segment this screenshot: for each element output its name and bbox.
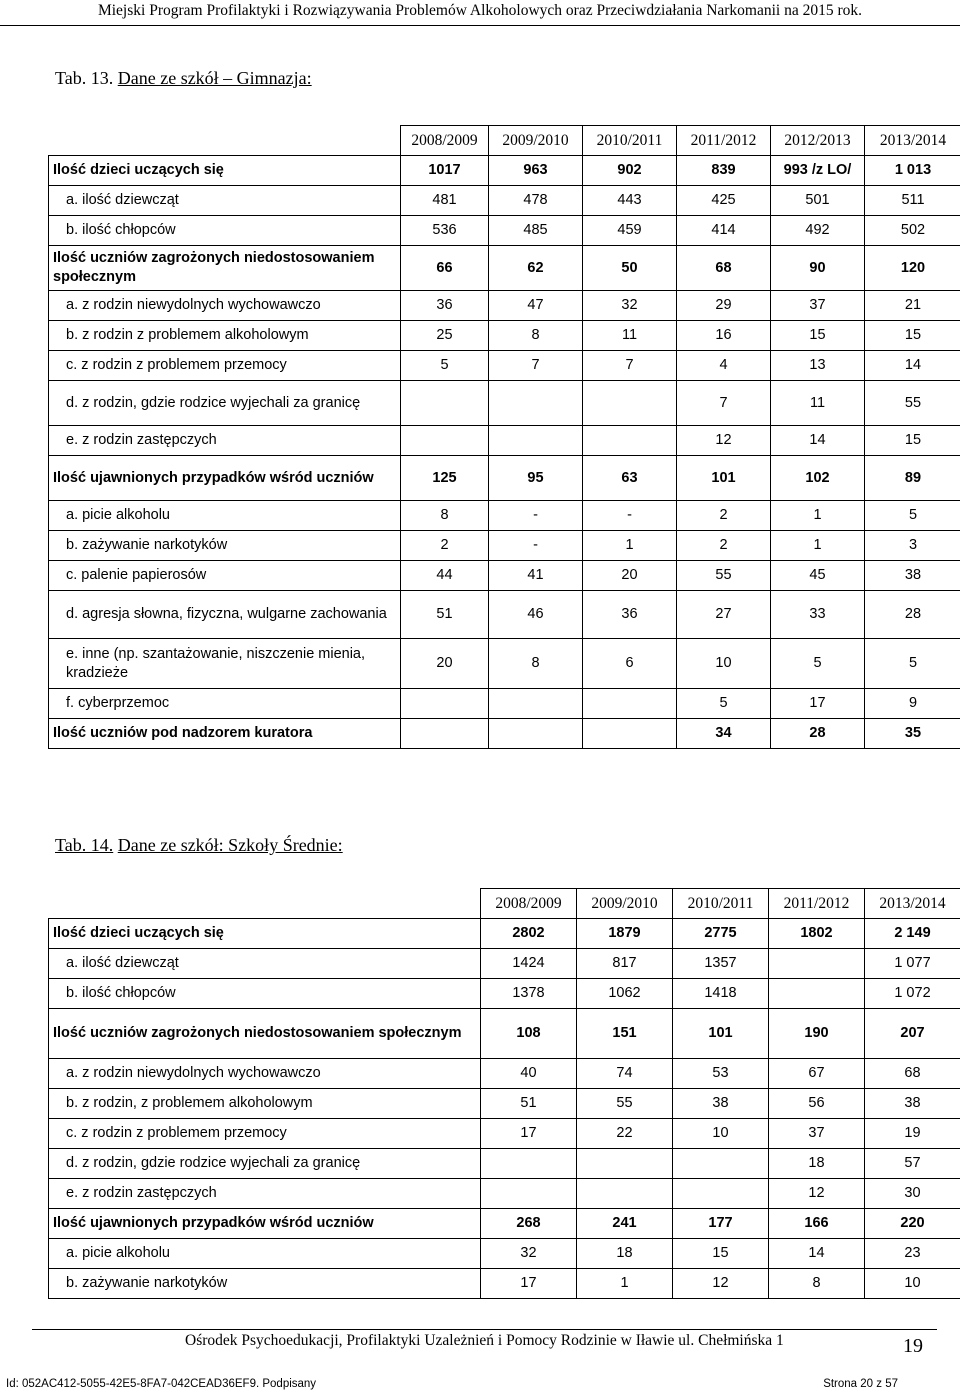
value-cell: 102: [771, 456, 865, 501]
value-cell: 89: [865, 456, 960, 501]
value-cell: 2: [401, 531, 489, 561]
value-cell: 9: [865, 689, 960, 719]
table-row: [49, 1089, 960, 1119]
value-cell: 37: [769, 1119, 865, 1149]
value-cell: [489, 381, 583, 426]
table-row: [49, 689, 960, 719]
value-cell: 839: [677, 156, 771, 186]
value-cell: 1378: [481, 979, 577, 1009]
row-label: a. picie alkoholu: [49, 1239, 481, 1269]
table-row: [49, 1009, 960, 1059]
value-cell: 478: [489, 186, 583, 216]
value-cell: [673, 1149, 769, 1179]
value-cell: 55: [577, 1089, 673, 1119]
table-14-szkoly-srednie: [48, 888, 960, 1299]
row-label: b. zażywanie narkotyków: [49, 531, 401, 561]
value-cell: 56: [769, 1089, 865, 1119]
year-header: 2013/2014: [865, 889, 960, 919]
value-cell: 37: [771, 291, 865, 321]
table-row: [49, 291, 960, 321]
value-cell: 963: [489, 156, 583, 186]
value-cell: 15: [673, 1239, 769, 1269]
table-row: [49, 246, 960, 291]
value-cell: 6: [583, 639, 677, 689]
value-cell: 51: [401, 591, 489, 639]
value-cell: [481, 1179, 577, 1209]
value-cell: 34: [677, 719, 771, 749]
year-header: 2008/2009: [481, 889, 577, 919]
table-13-caption: [55, 68, 312, 89]
value-cell: 15: [865, 426, 960, 456]
value-cell: [401, 719, 489, 749]
value-cell: [769, 949, 865, 979]
page-counter: Strona 20 z 57: [823, 1378, 898, 1390]
value-cell: 536: [401, 216, 489, 246]
value-cell: 47: [489, 291, 583, 321]
header-divider: [0, 25, 960, 26]
row-label: e. z rodzin zastępczych: [49, 426, 401, 456]
value-cell: 492: [771, 216, 865, 246]
value-cell: 5: [401, 351, 489, 381]
year-header: 2010/2011: [673, 889, 769, 919]
value-cell: 7: [677, 381, 771, 426]
value-cell: 501: [771, 186, 865, 216]
value-cell: 32: [481, 1239, 577, 1269]
page-header: Miejski Program Profilaktyki i Rozwiązywania Problemów Alkoholowych oraz Przeciwdziałania Narkomanii na 2015 rok.: [97, 2, 863, 19]
value-cell: [769, 979, 865, 1009]
value-cell: 101: [677, 456, 771, 501]
value-cell: 32: [583, 291, 677, 321]
value-cell: 1 013: [865, 156, 960, 186]
value-cell: 1: [771, 531, 865, 561]
year-header: 2010/2011: [583, 126, 677, 156]
row-label: c. z rodzin z problemem przemocy: [49, 1119, 481, 1149]
value-cell: 68: [677, 246, 771, 291]
table-row: [49, 321, 960, 351]
value-cell: 220: [865, 1209, 960, 1239]
value-cell: 28: [771, 719, 865, 749]
year-header: 2009/2010: [489, 126, 583, 156]
value-cell: 1424: [481, 949, 577, 979]
value-cell: 108: [481, 1009, 577, 1059]
table-row: [49, 1209, 960, 1239]
table-row: [49, 1149, 960, 1179]
value-cell: 502: [865, 216, 960, 246]
value-cell: 17: [481, 1119, 577, 1149]
value-cell: 2: [677, 531, 771, 561]
value-cell: 120: [865, 246, 960, 291]
header-corner: [49, 126, 401, 156]
value-cell: 7: [583, 351, 677, 381]
value-cell: 151: [577, 1009, 673, 1059]
header-row: [49, 126, 960, 156]
value-cell: 425: [677, 186, 771, 216]
value-cell: 459: [583, 216, 677, 246]
value-cell: 29: [677, 291, 771, 321]
header-row: [49, 889, 960, 919]
value-cell: 23: [865, 1239, 960, 1269]
row-label: e. inne (np. szantażowanie, niszczenie mienia, kradzieże: [49, 639, 401, 689]
value-cell: -: [489, 531, 583, 561]
value-cell: 5: [771, 639, 865, 689]
row-label: a. picie alkoholu: [49, 501, 401, 531]
value-cell: [481, 1149, 577, 1179]
value-cell: 36: [583, 591, 677, 639]
value-cell: 28: [865, 591, 960, 639]
value-cell: 207: [865, 1009, 960, 1059]
value-cell: 2 149: [865, 919, 960, 949]
row-label: b. ilość chłopców: [49, 216, 401, 246]
value-cell: [673, 1179, 769, 1209]
year-header: 2011/2012: [677, 126, 771, 156]
value-cell: 10: [865, 1269, 960, 1299]
page-number: 19: [903, 1335, 923, 1357]
value-cell: 1418: [673, 979, 769, 1009]
value-cell: 1062: [577, 979, 673, 1009]
value-cell: [401, 689, 489, 719]
value-cell: 27: [677, 591, 771, 639]
header-corner: [49, 889, 481, 919]
value-cell: 55: [865, 381, 960, 426]
table-row: [49, 979, 960, 1009]
value-cell: [577, 1179, 673, 1209]
value-cell: 414: [677, 216, 771, 246]
value-cell: 30: [865, 1179, 960, 1209]
table-row: [49, 156, 960, 186]
value-cell: 993 /z LO/: [771, 156, 865, 186]
value-cell: 5: [865, 639, 960, 689]
value-cell: 33: [771, 591, 865, 639]
table-row: [49, 949, 960, 979]
table-13-number: Tab. 13.: [55, 68, 114, 88]
value-cell: 8: [489, 321, 583, 351]
value-cell: 15: [865, 321, 960, 351]
row-label: a. ilość dziewcząt: [49, 186, 401, 216]
value-cell: 95: [489, 456, 583, 501]
value-cell: 190: [769, 1009, 865, 1059]
table-row: [49, 381, 960, 426]
value-cell: 481: [401, 186, 489, 216]
value-cell: 14: [771, 426, 865, 456]
value-cell: 1 072: [865, 979, 960, 1009]
value-cell: -: [489, 501, 583, 531]
value-cell: 12: [769, 1179, 865, 1209]
table-row: [49, 1059, 960, 1089]
table-14-caption: [55, 835, 343, 856]
value-cell: -: [583, 501, 677, 531]
value-cell: 7: [489, 351, 583, 381]
table-row: [49, 426, 960, 456]
value-cell: 40: [481, 1059, 577, 1089]
value-cell: 13: [771, 351, 865, 381]
value-cell: 166: [769, 1209, 865, 1239]
value-cell: 10: [673, 1119, 769, 1149]
value-cell: 1357: [673, 949, 769, 979]
table-row: [49, 919, 960, 949]
value-cell: 817: [577, 949, 673, 979]
value-cell: [401, 426, 489, 456]
value-cell: 38: [673, 1089, 769, 1119]
table-row: [49, 1119, 960, 1149]
table-row: [49, 501, 960, 531]
value-cell: 45: [771, 561, 865, 591]
value-cell: 10: [677, 639, 771, 689]
value-cell: 125: [401, 456, 489, 501]
value-cell: 53: [673, 1059, 769, 1089]
row-label: Ilość ujawnionych przypadków wśród uczniów: [49, 456, 401, 501]
value-cell: 44: [401, 561, 489, 591]
row-label: Ilość dzieci uczących się: [49, 919, 481, 949]
value-cell: 268: [481, 1209, 577, 1239]
value-cell: 485: [489, 216, 583, 246]
value-cell: 1: [577, 1269, 673, 1299]
row-label: b. ilość chłopców: [49, 979, 481, 1009]
table-row: [49, 1179, 960, 1209]
table-row: [49, 1269, 960, 1299]
value-cell: 8: [489, 639, 583, 689]
value-cell: [401, 381, 489, 426]
table-13-gimnazja: [48, 125, 960, 749]
value-cell: 62: [489, 246, 583, 291]
value-cell: 4: [677, 351, 771, 381]
value-cell: 12: [677, 426, 771, 456]
value-cell: 20: [401, 639, 489, 689]
value-cell: [583, 689, 677, 719]
value-cell: 12: [673, 1269, 769, 1299]
row-label: d. z rodzin, gdzie rodzice wyjechali za granicę: [49, 381, 401, 426]
document-id: Id: 052AC412-5055-42E5-8FA7-042CEAD36EF9. Podpisany: [6, 1378, 317, 1390]
value-cell: 101: [673, 1009, 769, 1059]
row-label: Ilość ujawnionych przypadków wśród uczniów: [49, 1209, 481, 1239]
table-row: [49, 216, 960, 246]
table-row: [49, 456, 960, 501]
value-cell: 38: [865, 1089, 960, 1119]
value-cell: 2: [677, 501, 771, 531]
value-cell: 50: [583, 246, 677, 291]
row-label: a. z rodzin niewydolnych wychowawczo: [49, 1059, 481, 1089]
value-cell: 1: [771, 501, 865, 531]
value-cell: 2775: [673, 919, 769, 949]
value-cell: 1: [583, 531, 677, 561]
row-label: b. z rodzin z problemem alkoholowym: [49, 321, 401, 351]
value-cell: 2802: [481, 919, 577, 949]
value-cell: [489, 689, 583, 719]
value-cell: 41: [489, 561, 583, 591]
value-cell: 1879: [577, 919, 673, 949]
row-label: a. z rodzin niewydolnych wychowawczo: [49, 291, 401, 321]
value-cell: 1 077: [865, 949, 960, 979]
table-row: [49, 639, 960, 689]
row-label: b. z rodzin, z problemem alkoholowym: [49, 1089, 481, 1119]
value-cell: [489, 719, 583, 749]
table-13-title: Dane ze szkół – Gimnazja:: [117, 68, 312, 88]
row-label: a. ilość dziewcząt: [49, 949, 481, 979]
value-cell: 241: [577, 1209, 673, 1239]
row-label: Ilość uczniów zagrożonych niedostosowaniem społecznym: [49, 1009, 481, 1059]
value-cell: 90: [771, 246, 865, 291]
value-cell: 67: [769, 1059, 865, 1089]
row-label: d. z rodzin, gdzie rodzice wyjechali za granicę: [49, 1149, 481, 1179]
row-label: d. agresja słowna, fizyczna, wulgarne zachowania: [49, 591, 401, 639]
value-cell: 16: [677, 321, 771, 351]
year-header: 2013/2014: [865, 126, 960, 156]
year-header: 2008/2009: [401, 126, 489, 156]
value-cell: 21: [865, 291, 960, 321]
table-row: [49, 719, 960, 749]
value-cell: 5: [677, 689, 771, 719]
footer-divider: [32, 1329, 937, 1330]
value-cell: 22: [577, 1119, 673, 1149]
value-cell: 35: [865, 719, 960, 749]
value-cell: 74: [577, 1059, 673, 1089]
value-cell: 25: [401, 321, 489, 351]
value-cell: 46: [489, 591, 583, 639]
table-row: [49, 351, 960, 381]
value-cell: [577, 1149, 673, 1179]
value-cell: [489, 426, 583, 456]
value-cell: 20: [583, 561, 677, 591]
row-label: c. z rodzin z problemem przemocy: [49, 351, 401, 381]
value-cell: 63: [583, 456, 677, 501]
value-cell: [583, 381, 677, 426]
row-label: Ilość dzieci uczących się: [49, 156, 401, 186]
value-cell: 177: [673, 1209, 769, 1239]
value-cell: 36: [401, 291, 489, 321]
value-cell: [583, 426, 677, 456]
value-cell: 8: [769, 1269, 865, 1299]
row-label: f. cyberprzemoc: [49, 689, 401, 719]
value-cell: 19: [865, 1119, 960, 1149]
value-cell: 38: [865, 561, 960, 591]
value-cell: 14: [865, 351, 960, 381]
year-header: 2009/2010: [577, 889, 673, 919]
value-cell: 51: [481, 1089, 577, 1119]
row-label: Ilość uczniów zagrożonych niedostosowaniem społecznym: [49, 246, 401, 291]
value-cell: 55: [677, 561, 771, 591]
table-row: [49, 561, 960, 591]
value-cell: 1017: [401, 156, 489, 186]
value-cell: 15: [771, 321, 865, 351]
value-cell: 902: [583, 156, 677, 186]
value-cell: 66: [401, 246, 489, 291]
value-cell: 17: [771, 689, 865, 719]
year-header: 2011/2012: [769, 889, 865, 919]
table-row: [49, 1239, 960, 1269]
row-label: c. palenie papierosów: [49, 561, 401, 591]
table-14-title: Dane ze szkół: Szkoły Średnie:: [117, 835, 343, 855]
value-cell: 68: [865, 1059, 960, 1089]
value-cell: 57: [865, 1149, 960, 1179]
table-row: [49, 186, 960, 216]
value-cell: [583, 719, 677, 749]
value-cell: 14: [769, 1239, 865, 1269]
row-label: Ilość uczniów pod nadzorem kuratora: [49, 719, 401, 749]
value-cell: 1802: [769, 919, 865, 949]
year-header: 2012/2013: [771, 126, 865, 156]
row-label: e. z rodzin zastępczych: [49, 1179, 481, 1209]
value-cell: 18: [769, 1149, 865, 1179]
row-label: b. zażywanie narkotyków: [49, 1269, 481, 1299]
value-cell: 443: [583, 186, 677, 216]
value-cell: 17: [481, 1269, 577, 1299]
value-cell: 8: [401, 501, 489, 531]
value-cell: 18: [577, 1239, 673, 1269]
table-row: [49, 531, 960, 561]
footer-address: Ośrodek Psychoedukacji, Profilaktyki Uzależnień i Pomocy Rodzinie w Iławie ul. Chełmińska 1: [185, 1332, 784, 1349]
value-cell: 5: [865, 501, 960, 531]
table-row: [49, 591, 960, 639]
table-14-number: Tab. 14.: [55, 835, 114, 855]
value-cell: 511: [865, 186, 960, 216]
value-cell: 3: [865, 531, 960, 561]
value-cell: 11: [583, 321, 677, 351]
value-cell: 11: [771, 381, 865, 426]
